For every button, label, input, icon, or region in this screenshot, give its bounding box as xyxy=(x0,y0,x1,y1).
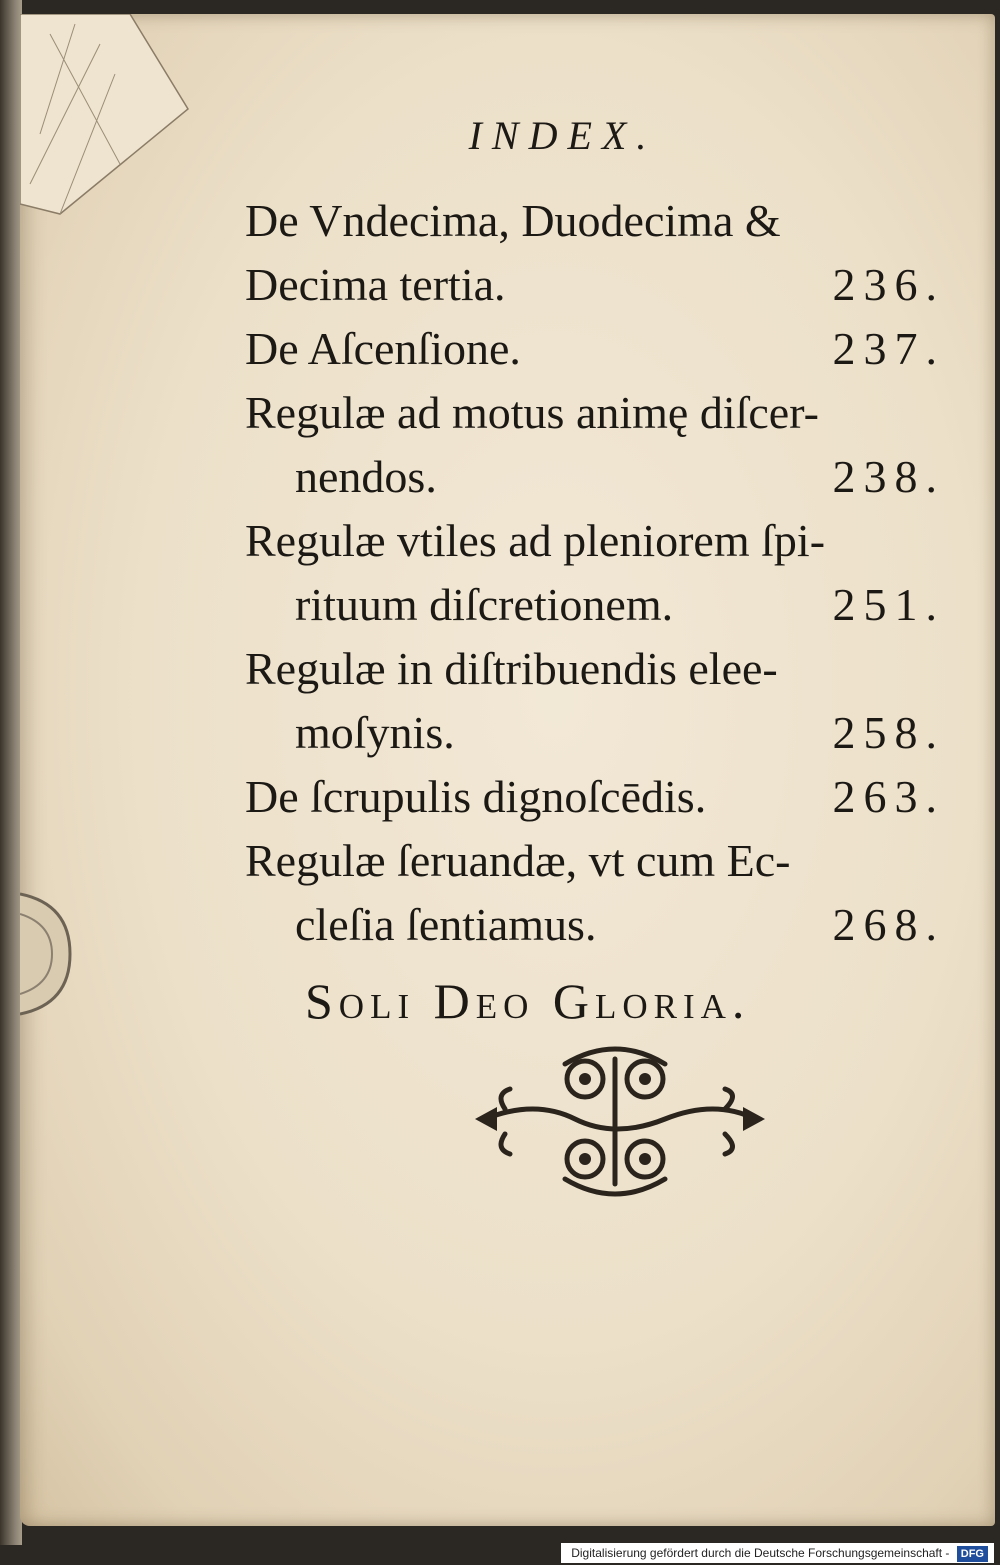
index-entry xyxy=(245,573,945,637)
entry-title: Regulæ in diſtribuendis elee- xyxy=(245,643,778,694)
entry-title: rituum diſcretionem. xyxy=(295,579,674,630)
index-entry xyxy=(245,189,945,253)
entry-page-number: 258. xyxy=(832,707,945,758)
credit-text: Digitalisierung gefördert durch die Deutsche Forschungsgemeinschaft - xyxy=(571,1546,950,1560)
clasp-mark xyxy=(20,884,72,1024)
index-entries xyxy=(245,189,945,957)
index-entry xyxy=(245,829,945,893)
entry-title: De Aſcenſione. xyxy=(245,323,521,374)
entry-title: De Vndecima, Duodecima & xyxy=(245,195,781,246)
entry-title: moſynis. xyxy=(295,707,455,758)
entry-title: Regulæ vtiles ad pleniorem ſpi- xyxy=(245,515,826,566)
entry-title: De ſcrupulis dignoſcēdis. xyxy=(245,771,707,822)
closing-motto: Soli Deo Gloria. xyxy=(305,973,751,1029)
entry-title: Regulæ ad motus animę diſcer- xyxy=(245,387,819,438)
entry-page-number: 237. xyxy=(832,323,945,374)
index-entry xyxy=(245,317,945,381)
entry-title: nendos. xyxy=(295,451,437,502)
index-entry xyxy=(245,637,945,701)
index-entry xyxy=(245,509,945,573)
dfg-logo: DFG xyxy=(957,1546,988,1562)
index-entry xyxy=(245,765,945,829)
entry-page-number: 268. xyxy=(832,899,945,950)
digitization-credit xyxy=(561,1543,994,1563)
index-entry xyxy=(245,445,945,509)
index-entry xyxy=(245,893,945,957)
entry-title: cleſia ſentiamus. xyxy=(295,899,597,950)
index-entry xyxy=(245,381,945,445)
entry-title: Regulæ ſeruandæ, vt cum Ec- xyxy=(245,835,791,886)
printers-ornament xyxy=(475,1039,765,1204)
entry-page-number: 236. xyxy=(832,259,945,310)
entry-page-number: 263. xyxy=(832,771,945,822)
entry-title: Decima tertia. xyxy=(245,259,506,310)
entry-page-number: 238. xyxy=(832,451,945,502)
entry-page-number: 251. xyxy=(832,579,945,630)
heading: INDEX. xyxy=(468,113,657,158)
book-page xyxy=(20,14,995,1526)
index-entry xyxy=(245,701,945,765)
book-edge xyxy=(0,0,22,1545)
index-entry xyxy=(245,253,945,317)
